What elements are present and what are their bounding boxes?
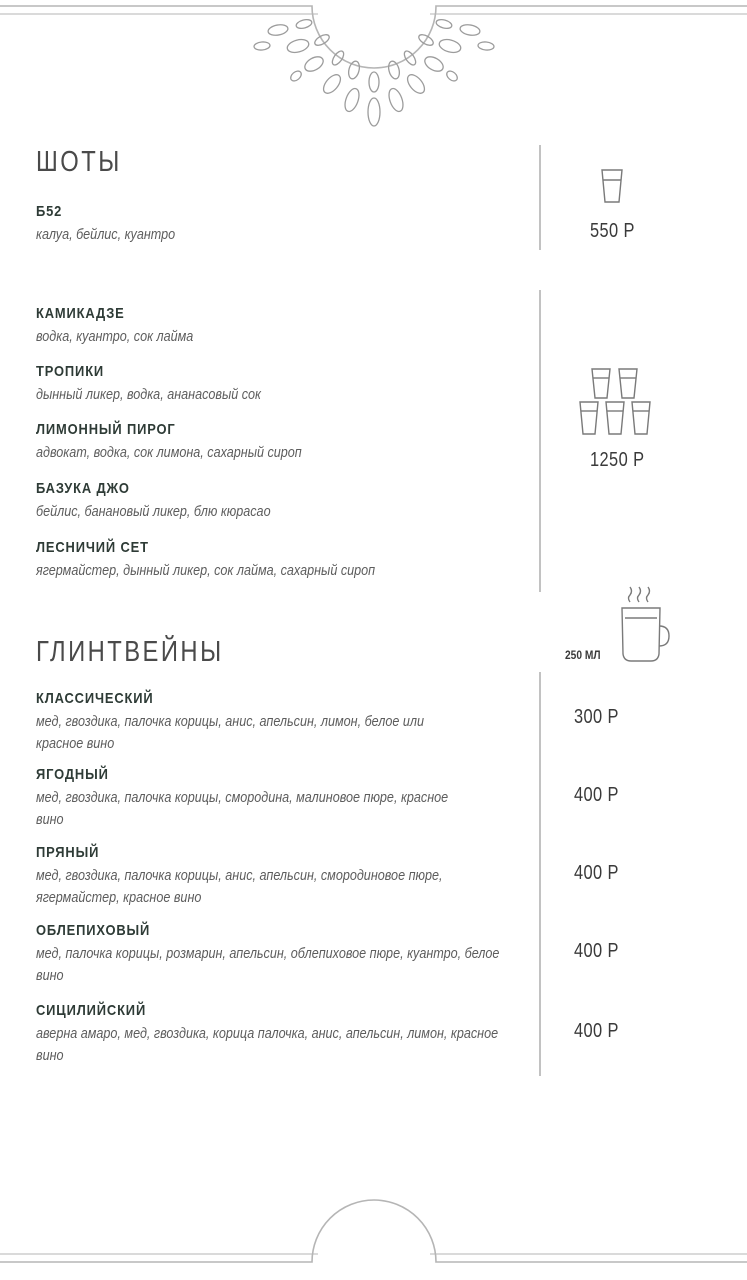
item-description: дынный ликер, водка, ананасовый сок [36, 386, 262, 403]
item-name: КАМИКАДЗЕ [36, 305, 125, 322]
item-description: мед, гвоздика, палочка корицы, анис, апельсин, смородиновое пюре, ягермайстер, красное вино [36, 867, 443, 906]
item-description: адвокат, водка, сок лимона, сахарный сироп [36, 444, 302, 461]
item-name: ОБЛЕПИХОВЫЙ [36, 922, 151, 939]
item-name: БАЗУКА ДЖО [36, 480, 130, 497]
item-name: ЛИМОННЫЙ ПИРОГ [36, 421, 176, 438]
menu-item [36, 420, 536, 464]
shot-glass-icon [602, 170, 622, 202]
menu-item [36, 479, 536, 523]
menu-item [36, 921, 536, 987]
item-name: ПРЯНЫЙ [36, 844, 100, 861]
item-description: калуа, бейлис, куантро [36, 226, 176, 243]
price: 400 Р [574, 784, 619, 806]
item-name: ТРОПИКИ [36, 363, 105, 380]
item-name: ЛЕСНИЧИЙ СЕТ [36, 539, 149, 556]
menu-item [36, 202, 536, 246]
price: 400 Р [574, 1020, 619, 1042]
item-name: СИЦИЛИЙСКИЙ [36, 1002, 147, 1019]
item-name: ЯГОДНЫЙ [36, 766, 109, 783]
item-description: водка, куантро, сок лайма [36, 328, 194, 345]
price-single-shot: 550 Р [590, 220, 635, 242]
menu-item [36, 765, 536, 831]
menu-item [36, 1001, 536, 1067]
item-description: мед, палочка корицы, розмарин, апельсин, облепиховое пюре, куантро, белое вино [36, 945, 500, 984]
item-description: аверна амаро, мед, гвоздика, корица палочка, анис, апельсин, лимон, красное вино [36, 1025, 499, 1064]
section-title-mulled-wine: ГЛИНТВЕЙНЫ [36, 636, 224, 668]
menu-item [36, 843, 536, 909]
menu-item [36, 304, 536, 348]
top-frame [0, 6, 747, 68]
volume-label: 250 МЛ [565, 648, 601, 662]
price: 300 Р [574, 706, 619, 728]
menu-item [36, 362, 536, 406]
price: 400 Р [574, 940, 619, 962]
section-title-shots: ШОТЫ [36, 146, 122, 178]
price-shot-set: 1250 Р [590, 449, 645, 471]
leaf-sunburst-ornament [254, 18, 495, 126]
item-name: Б52 [36, 203, 63, 220]
item-description: мед, гвоздика, палочка корицы, анис, апельсин, лимон, белое или красное вино [36, 713, 425, 752]
bottom-frame [0, 1200, 747, 1262]
price: 400 Р [574, 862, 619, 884]
item-name: КЛАССИЧЕСКИЙ [36, 690, 154, 707]
menu-item [36, 538, 536, 582]
hot-mug-icon [622, 587, 669, 661]
item-description: ягермайстер, дынный ликер, сок лайма, сахарный сироп [36, 562, 376, 579]
item-description: мед, гвоздика, палочка корицы, смородина, малиновое пюре, красное вино [36, 789, 449, 828]
menu-item [36, 689, 536, 755]
item-description: бейлис, банановый ликер, блю кюрасао [36, 503, 271, 520]
shot-glasses-pyramid-icon [580, 369, 650, 434]
